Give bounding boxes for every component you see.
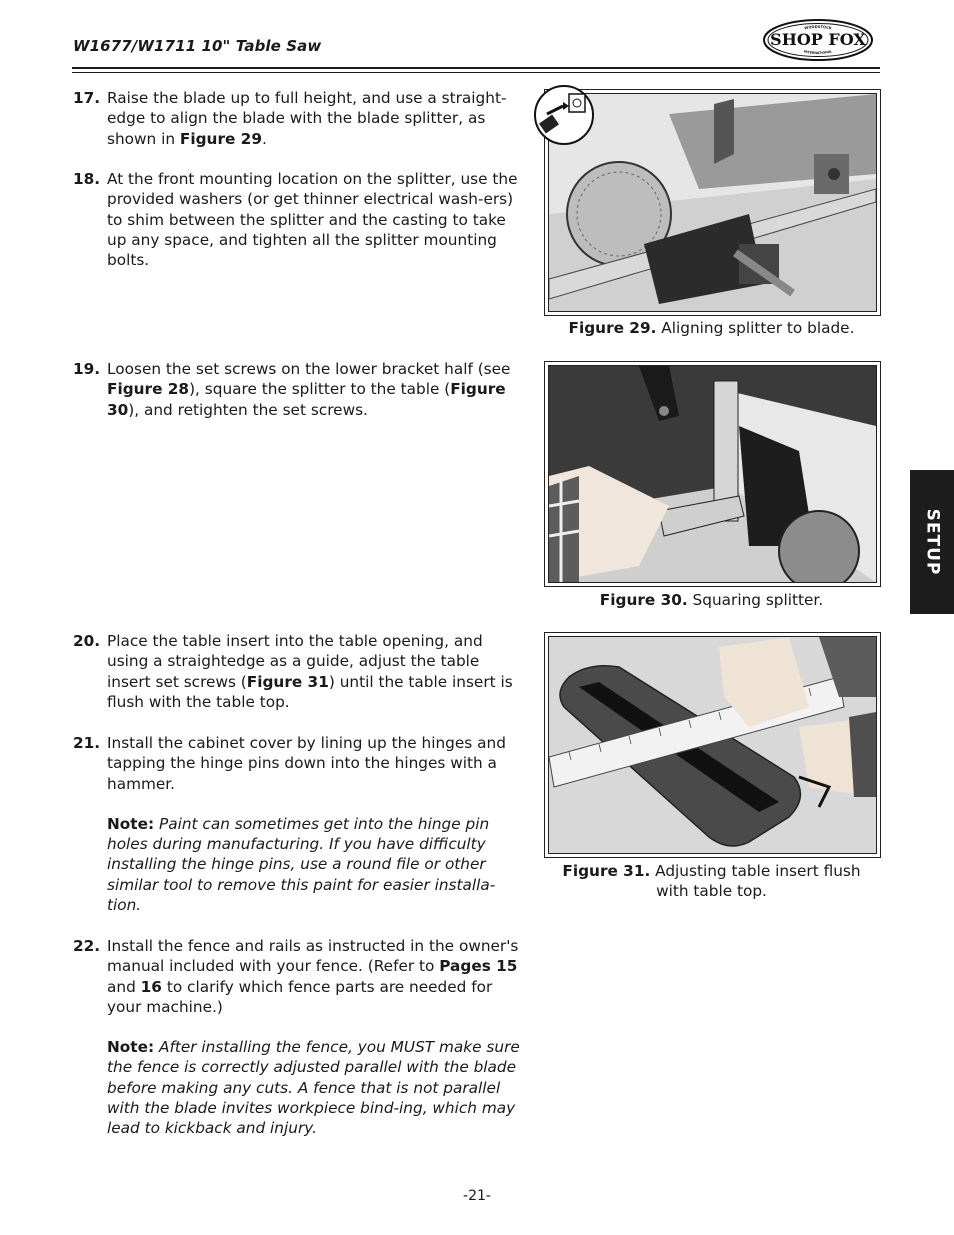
step-18 [73, 169, 523, 270]
squaring-splitter-image [549, 366, 876, 582]
table-saw-splitter-image [549, 94, 876, 311]
section-tab-label: SETUP [922, 508, 942, 576]
note-text: Paint can sometimes get into the hinge pin holes during manufacturing. If you have difficulty installing the hinge pins, use a round file or other similar tool to remove this paint for easier installa-tion. [107, 814, 496, 915]
shop-fox-logo [762, 18, 874, 62]
step-number: 20. [73, 632, 101, 650]
page-reference: 16 [140, 977, 162, 996]
step-text: Loosen the set screws on the lower bracket half (see Figure 28), square the splitter to the table (Figure 30), and retighten the set screws. [107, 360, 511, 419]
figure-label: Figure 29. [568, 319, 657, 337]
figure-reference: Figure 30 [107, 380, 506, 419]
figure-29-caption [544, 318, 879, 338]
step-number: 19. [73, 360, 101, 378]
figure-label: Figure 30. [599, 591, 688, 609]
figure-reference: Figure 29 [179, 129, 262, 148]
unplug-icon [533, 84, 595, 146]
figure-31-caption [544, 861, 879, 901]
step-text: Install the cabinet cover by lining up the hinges and tapping the hinge pins down into the hinges with a hammer. [107, 734, 506, 793]
table-insert-image [549, 637, 876, 853]
figure-reference: Figure 28 [107, 380, 190, 399]
step-20 [73, 631, 523, 712]
figure-text: Aligning splitter to blade. [661, 319, 855, 337]
step-number: 21. [73, 734, 101, 752]
figure-reference: Figure 31 [246, 672, 329, 691]
note [107, 814, 523, 915]
note-label: Note: [107, 814, 155, 833]
page-reference: Pages 15 [439, 957, 518, 976]
figure-text: Adjusting table insert flush with table top. [655, 862, 861, 900]
step-number: 17. [73, 89, 101, 107]
step-number: 22. [73, 937, 101, 955]
step-17 [73, 88, 523, 149]
page-number: -21- [463, 1188, 491, 1204]
figure-30-photo [544, 361, 881, 587]
note-text: After installing the fence, you MUST make sure the fence is correctly adjusted parallel with the blade before making any cuts. A fence that is not parallel with the blade invites workpiece bind-ing, which may lead to kickback and injury. [107, 1038, 520, 1138]
svg-text:WOODSTOCK: WOODSTOCK [804, 24, 832, 31]
header-rule-thin [72, 72, 880, 73]
header-title: W1677/W1711 10" Table Saw [73, 37, 322, 55]
figure-29-photo [544, 89, 881, 316]
figure-text: Squaring splitter. [692, 591, 824, 609]
svg-text:SHOP FOX: SHOP FOX [770, 30, 866, 49]
header-rule [72, 67, 880, 69]
step-19 [73, 359, 523, 420]
section-tab-setup[interactable] [910, 470, 954, 614]
step-text: Raise the blade up to full height, and use a straight-edge to align the blade with the blade splitter, as shown in Figure 29. [107, 89, 507, 148]
figure-30-caption [544, 590, 879, 610]
step-text: Install the fence and rails as instructed in the owner's manual included with your fence. (Refer to Pages 15 and 16 to clarify which fence parts are needed for your machine.) [107, 937, 519, 1016]
note [107, 1037, 523, 1138]
step-text: At the front mounting location on the splitter, use the provided washers (or get thinner electrical wash-ers) to shim between the splitter and the casting to take up any space, and tighten all the splitter mounting bolts. [107, 170, 518, 270]
step-21 [73, 733, 523, 915]
step-number: 18. [73, 170, 101, 188]
step-22 [73, 936, 523, 1139]
figure-31-photo [544, 632, 881, 858]
note-label: Note: [107, 1038, 155, 1057]
svg-text:INTERNATIONAL: INTERNATIONAL [803, 49, 833, 55]
figure-label: Figure 31. [562, 862, 651, 880]
step-text: Place the table insert into the table opening, and using a straightedge as a guide, adjust the table insert set screws (Figure 31) until the table insert is flush with the table top. [107, 632, 513, 711]
